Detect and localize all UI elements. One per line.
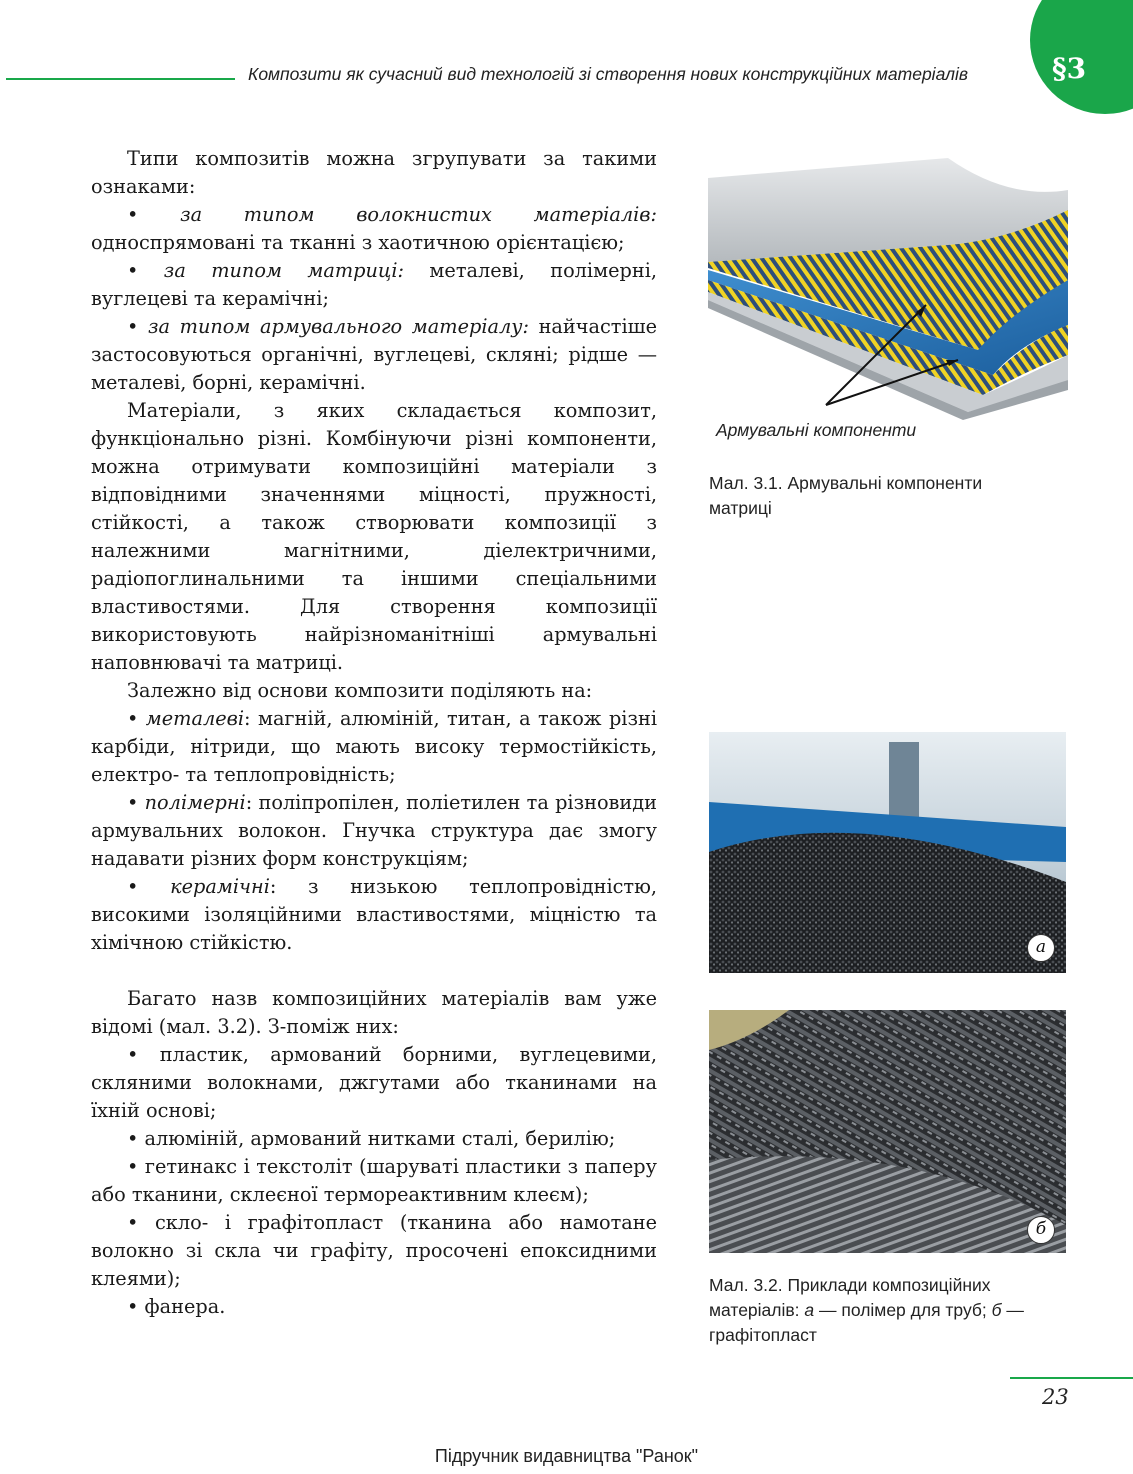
figure-polymer-granules (709, 732, 1066, 973)
list-item: • алюміній, армований нитками сталі, берилію; (127, 1127, 616, 1150)
page-number: 23 (1042, 1385, 1069, 1409)
main-text-column (91, 145, 657, 1321)
figure-reinforcement-layers (708, 150, 1068, 420)
paragraph-examples: Багато назв композиційних матеріалів вам уже відомі (мал. 3.2). З-поміж них: (91, 987, 657, 1038)
fabric-photo (709, 1010, 1066, 1253)
granules-photo (709, 732, 1066, 973)
bullet-polymer: • полімерні: поліпропілен, поліетилен та різновиди армувальних волокон. Гнучка структура дає змогу надавати різних форм конструкціям; (91, 791, 657, 870)
bullet-matrix-type: • за типом матриці: металеві, полімерні, вуглецеві та керамічні; (91, 259, 657, 310)
running-header-title: Композити як сучасний вид технологій зі створення нових конструкційних матеріалів (248, 64, 968, 84)
paragraph-intro: Типи композитів можна згрупувати за такими ознаками: (91, 147, 657, 198)
bullet-metal: • металеві: магній, алюміній, титан, а також різні карбіди, нітриди, що мають високу термостійкість, електро- та теплопровідність; (91, 707, 657, 786)
list-item: • пластик, армований борними, вуглецевими, скляними волокнами, джгутами або тканинами на їхній основі; (91, 1043, 657, 1122)
bullet-ceramic: • керамічні: з низькою теплопровідністю, високими ізоляційними властивостями, міцністю та хімічною стійкістю. (91, 875, 657, 954)
list-item: • фанера. (127, 1295, 226, 1318)
figure-graphite-fabric (709, 1010, 1066, 1253)
publisher-footer: Підручник видавництва "Ранок" (434, 1446, 699, 1466)
bullet-reinforcement-type: • за типом армувального матеріалу: найчастіше застосовуються органічні, вуглецеві, скляні; рідше — металеві, борні, керамічні. (91, 315, 657, 394)
subfigure-letter-a: а (1027, 934, 1055, 962)
layers-illustration (708, 150, 1068, 420)
section-number: §3 (1052, 52, 1087, 85)
list-item: • скло- і графітопласт (тканина або намотане волокно зі скла чи графіту, просочені епоксидними клеями); (91, 1211, 657, 1290)
header-rule (6, 78, 235, 80)
figure-caption-3-2: Мал. 3.2. Приклади композиційних матеріалів: а — полімер для труб; б — графітопласт (709, 1275, 1024, 1345)
figure-label-reinforcement: Армувальні компоненти (716, 420, 917, 440)
footer-rule (1010, 1377, 1133, 1379)
paragraph-classification: Залежно від основи композити поділяють на: (127, 679, 593, 702)
bullet-fiber-type: • за типом волокнистих матеріалів: односпрямовані та тканні з хаотичною орієнтацією; (91, 203, 657, 254)
figure-caption-3-1: Мал. 3.1. Армувальні компоненти матриці (709, 473, 983, 518)
list-item: • гетинакс і текстоліт (шаруваті пластики з паперу або тканини, склеєної термореактивним клеєм); (91, 1155, 657, 1206)
paragraph-components: Матеріали, з яких складається композит, функціонально різні. Комбінуючи різні компоненти, можна отримувати композиційні матеріали з відповідними значеннями міцності, пружності, стійкості, а також створювати композиції з належними магнітними, діелектричними, радіопоглинальними та іншими спеціальними властивостями. Для створення композиції використовують найрізноманітніші армувальні наповнювачі та матриці. (91, 399, 657, 674)
subfigure-letter-b: б (1027, 1216, 1055, 1244)
